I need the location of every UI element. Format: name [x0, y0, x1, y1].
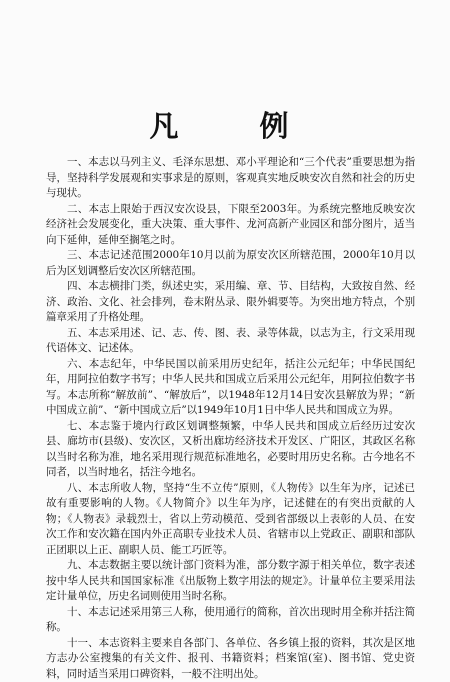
guideline-paragraph-11: 十一、本志资料主要来自各部门、各单位、各乡镇上报的资料，其次是区地方志办公室搜集的有关文件、报刊、书籍资料；档案馆(室)、图书馆、党史资料，同时适当采用口碑资料，一般不注明出处。 [46, 636, 415, 682]
guideline-paragraph-10: 十、本志记述采用第三人称，使用通行的简称，首次出现时用全称并括注简称。 [46, 605, 415, 636]
guideline-paragraph-8: 八、本志所收人物，坚持“生不立传”原则，《人物传》以生年为序，记述已故有重要影响的人物。《人物简介》以生年为序，记述健在的有突出贡献的人物；《人物表》录载烈士，省以上劳动模范、受到省部级以上表彰的人员、在安次工作和安次籍在国内外正高职专业技术人员、省辖市以上党政正、副职和部队正团职以上正、副职人员、能工巧匠等。 [46, 481, 415, 559]
guideline-paragraph-6: 六、本志纪年，中华民国以前采用历史纪年，括注公元纪年；中华民国纪年，用阿拉伯数字书写；中华人民共和国成立后采用公元纪年，用阿拉伯数字书写。本志所称“解放前”、“解放后”，以1948年12月14日安次县解放为界；“新中国成立前”、“新中国成立后”以1949年10月1日中华人民共和国成立为界。 [46, 357, 415, 419]
guideline-paragraph-2: 二、本志上限始于西汉安次设县，下限至2003年。为系统完整地反映安次经济社会发展变化，重大决策、重大事件、龙河高新产业园区和部分图片，适当向下延伸，延伸至搁笔之时。 [46, 202, 415, 249]
page-title: 凡 例 [0, 104, 450, 145]
guideline-paragraph-9: 九、本志数据主要以统计部门资料为准，部分数字源于相关单位，数字表述按中华人民共和国国家标准《出版物上数字用法的规定》。计量单位主要采用法定计量单位，历史名词则使用当时名称。 [46, 558, 415, 605]
guidelines-body [46, 155, 415, 682]
guideline-paragraph-5: 五、本志采用述、记、志、传、图、表、录等体裁，以志为主，行文采用现代语体文、记述体。 [46, 326, 415, 357]
guideline-paragraph-7: 七、本志鉴于境内行政区划调整频繁，中华人民共和国成立后经历过安次县、廊坊市(县级)、安次区，又析出廊坊经济技术开发区、广阳区，其政区名称以当时名称为准，地名采用现行规范标准地名，必要时用历史名称。古今地名不同者，以当时地名，括注今地名。 [46, 419, 415, 481]
guideline-paragraph-4: 四、本志横排门类，纵述史实，采用编、章、节、目结构，大致按自然、经济、政治、文化、社会排列，卷末附丛录、限外辑要等。为突出地方特点，个别篇章采用了升格处理。 [46, 279, 415, 326]
guideline-paragraph-1: 一、本志以马列主义、毛泽东思想、邓小平理论和“三个代表”重要思想为指导，坚持科学发展观和实事求是的原则，客观真实地反映安次自然和社会的历史与现状。 [46, 155, 415, 202]
guideline-paragraph-3: 三、本志记述范围2000年10月以前为原安次区所辖范围，2000年10月以后为区划调整后安次区所辖范围。 [46, 248, 415, 279]
